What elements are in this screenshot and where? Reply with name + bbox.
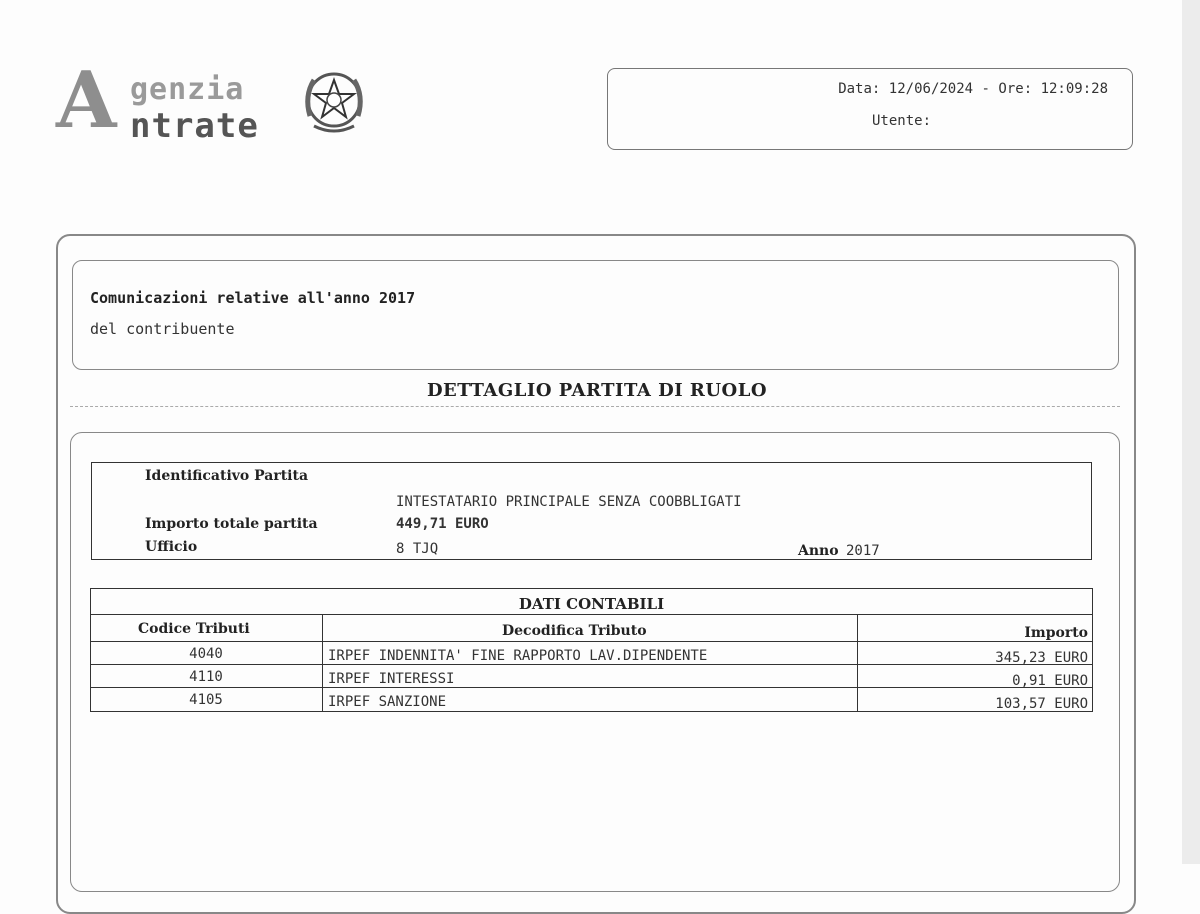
intestatario-value: INTESTATARIO PRINCIPALE SENZA COOBBLIGATI xyxy=(396,494,742,510)
table-rule xyxy=(90,641,1093,642)
ore-label: Ore: xyxy=(998,81,1033,97)
italian-republic-emblem-icon xyxy=(300,66,368,138)
section-separator xyxy=(70,406,1120,407)
column-header-codice: Codice Tributi xyxy=(138,621,250,637)
importo-totale-label: Importo totale partita xyxy=(145,516,318,532)
communication-box xyxy=(72,260,1119,370)
ufficio-value: 8 TJQ xyxy=(396,541,439,557)
data-label: Data: xyxy=(838,81,881,97)
row-decodifica: IRPEF INTERESSI xyxy=(328,671,455,687)
communication-title: Comunicazioni relative all'anno 2017 xyxy=(90,289,416,307)
row-importo: 0,91 EURO xyxy=(1012,673,1088,689)
row-codice: 4040 xyxy=(189,646,223,662)
row-codice: 4105 xyxy=(189,692,223,708)
header-info-box xyxy=(607,68,1133,150)
anno-value: 2017 xyxy=(846,543,880,559)
row-importo: 103,57 EURO xyxy=(995,696,1088,712)
data-value: 12/06/2024 xyxy=(888,81,974,97)
table-rule xyxy=(90,664,1093,665)
section-title: DETTAGLIO PARTITA DI RUOLO xyxy=(426,380,768,401)
column-header-importo: Importo xyxy=(1024,625,1088,641)
ufficio-label: Ufficio xyxy=(145,539,198,555)
date-time-separator: - xyxy=(981,81,990,97)
table-column-rule xyxy=(857,614,858,711)
table-column-rule xyxy=(322,614,323,711)
identificativo-label: Identificativo Partita xyxy=(145,468,309,484)
logo-word-agenzia: genzia xyxy=(130,72,245,107)
table-rule xyxy=(90,614,1093,615)
row-decodifica: IRPEF INDENNITA' FINE RAPPORTO LAV.DIPENDENTE xyxy=(328,648,708,664)
utente-label: Utente: xyxy=(872,113,932,129)
row-importo: 345,23 EURO xyxy=(995,650,1088,666)
importo-totale-value: 449,71 EURO xyxy=(396,516,489,532)
logo-word-entrate: ntrate xyxy=(130,106,259,146)
row-decodifica: IRPEF SANZIONE xyxy=(328,694,447,710)
anno-label: Anno xyxy=(798,543,839,559)
date-time-line xyxy=(838,81,1108,97)
table-rule xyxy=(90,687,1093,688)
logo-letter: A xyxy=(56,55,117,146)
communication-subtitle: del contribuente xyxy=(90,320,235,338)
row-codice: 4110 xyxy=(189,669,223,685)
page-edge-strip xyxy=(1182,0,1200,864)
column-header-decodifica: Decodifica Tributo xyxy=(502,623,647,639)
ore-value: 12:09:28 xyxy=(1040,81,1108,97)
dati-contabili-title: DATI CONTABILI xyxy=(518,595,665,613)
